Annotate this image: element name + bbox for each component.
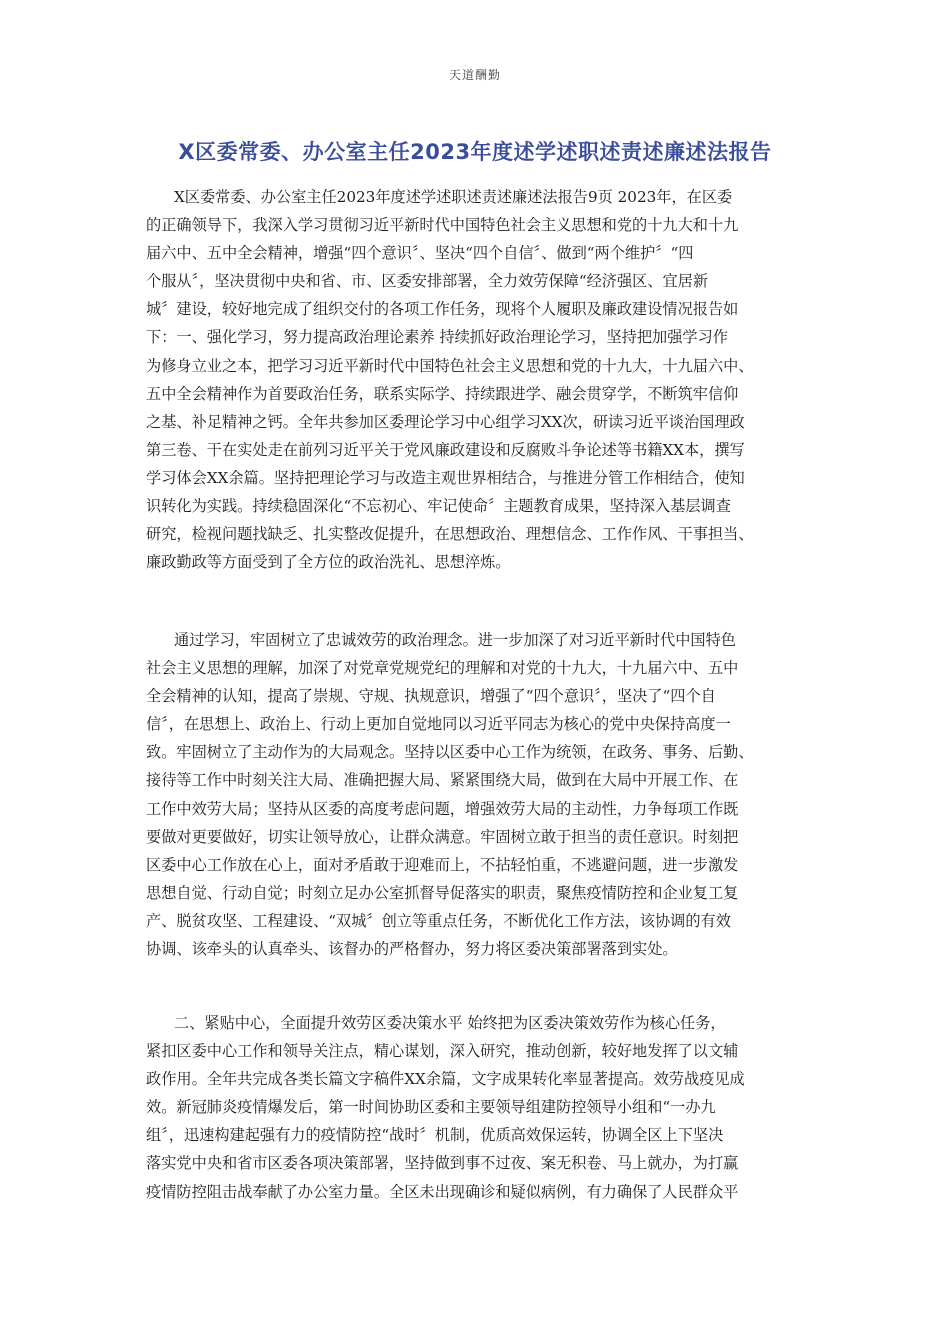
text-line: 区委中心工作放在心上，面对矛盾敢于迎难而上，不拈轻怕重，不逃避问题，进一步激发 (146, 855, 739, 874)
text-line: 二、紧贴中心，全面提升效劳区委决策水平 始终把为区委决策效劳作为核心任务， (174, 1014, 726, 1032)
document-title: X区委常委、办公室主任2023年度述学述职述责述廉述法报告 (178, 140, 772, 164)
text-line: 疫情防控阻击战奉献了办公室力量。全区未出现确诊和疑似病例，有力确保了人民群众平 (146, 1182, 739, 1201)
text-line: 落实党中央和省市区委各项决策部署，坚持做到事不过夜、案无积卷、马上就办，为打赢 (146, 1154, 739, 1173)
text-line: 产、脱贫攻坚、工程建设、“双城〞创立等重点任务，不断优化工作方法，该协调的有效 (146, 911, 731, 930)
text-line: 效。新冠肺炎疫情爆发后，第一时间协助区委和主要领导组建防控领导小组和“一办九 (146, 1098, 716, 1117)
text-line: 为修身立业之本，把学习习近平新时代中国特色社会主义思想和党的十九大，十九届六中、 (146, 356, 754, 375)
text-line: 社会主义思想的理解，加深了对党章党规党纪的理解和对党的十九大，十九届六中、五中 (146, 659, 739, 678)
text-line: 识转化为实践。持续稳固深化“不忘初心、牢记使命〞主题教育成果，坚持深入基层调查 (146, 497, 731, 516)
text-line: 城〞建设，较好地完成了组织交付的各项工作任务，现将个人履职及廉政建设情况报告如 (146, 300, 739, 319)
text-line: 廉政勤政等方面受到了全方位的政治洗礼、思想淬炼。 (146, 553, 511, 572)
text-line: 接待等工作中时刻关注大局、准确把握大局、紧紧围绕大局，做到在大局中开展工作、在 (146, 771, 739, 790)
text-line: 个服从〞，坚决贯彻中央和省、市、区委安排部署，全力效劳保障“经济强区、宜居新 (146, 272, 709, 291)
paragraph-2 (146, 626, 806, 963)
text-line: 组〞，迅速构建起强有力的疫情防控“战时〞机制，优质高效保运转，协调全区上下坚决 (146, 1126, 724, 1145)
paragraph-3 (146, 1009, 806, 1206)
text-line: 五中全会精神作为首要政治任务，联系实际学、持续跟进学、融会贯穿学，不断筑牢信仰 (146, 384, 739, 403)
paragraph-1 (146, 183, 806, 576)
text-line: 紧扣区委中心工作和领导关注点，精心谋划，深入研究，推动创新，较好地发挥了以文辅 (146, 1042, 739, 1061)
text-line: 研究，检视问题找缺乏、扎实整改促提升，在思想政治、理想信念、工作作风、干事担当、 (146, 525, 754, 544)
page-header: 天道酬勤 (448, 68, 501, 82)
text-line: 届六中、五中全会精神，增强“四个意识〞、坚决“四个自信〞、做到“两个维护〞“四 (146, 244, 694, 263)
text-line: 的正确领导下，我深入学习贯彻习近平新时代中国特色社会主义思想和党的十九大和十九 (146, 216, 739, 235)
text-line: 信〞，在思想上、政治上、行动上更加自觉地同以习近平同志为核心的党中央保持高度一 (146, 715, 731, 734)
text-line: 思想自觉、行动自觉；时刻立足办公室抓督导促落实的职责，聚焦疫情防控和企业复工复 (146, 883, 739, 902)
text-line: 政作用。全年共完成各类长篇文字稿件XX余篇，文字成果转化率显著提高。效劳战疫见成 (146, 1070, 745, 1089)
text-line: 通过学习，牢固树立了忠诚效劳的政治理念。进一步加深了对习近平新时代中国特色 (174, 631, 736, 649)
text-line: 之基、补足精神之钙。全年共参加区委理论学习中心组学习XX次，研读习近平谈治国理政 (146, 412, 745, 431)
text-line: 要做对更要做好，切实让领导放心，让群众满意。牢固树立敢于担当的责任意识。时刻把 (146, 827, 739, 846)
text-line: 协调、该牵头的认真牵头、该督办的严格督办，努力将区委决策部署落到实处。 (146, 940, 678, 959)
text-line: X区委常委、办公室主任2023年度述学述职述责述廉述法报告9页 2023年，在区委 (174, 188, 733, 206)
text-line: 学习体会XX余篇。坚持把理论学习与改造主观世界相结合，与推进分管工作相结合，使知 (146, 468, 745, 487)
text-line: 下：一、强化学习，努力提高政治理论素养 持续抓好政治理论学习，坚持把加强学习作 (146, 328, 728, 347)
text-line: 全会精神的认知，提高了崇规、守规、执规意识，增强了“四个意识〞，坚决了“四个自 (146, 687, 716, 706)
text-line: 致。牢固树立了主动作为的大局观念。坚持以区委中心工作为统领，在政务、事务、后勤、 (146, 743, 754, 762)
text-line: 第三卷、干在实处走在前列习近平关于党风廉政建设和反腐败斗争论述等书籍XX本，撰写 (146, 440, 745, 459)
text-line: 工作中效劳大局；坚持从区委的高度考虑问题，增强效劳大局的主动性，力争每项工作既 (146, 799, 739, 818)
